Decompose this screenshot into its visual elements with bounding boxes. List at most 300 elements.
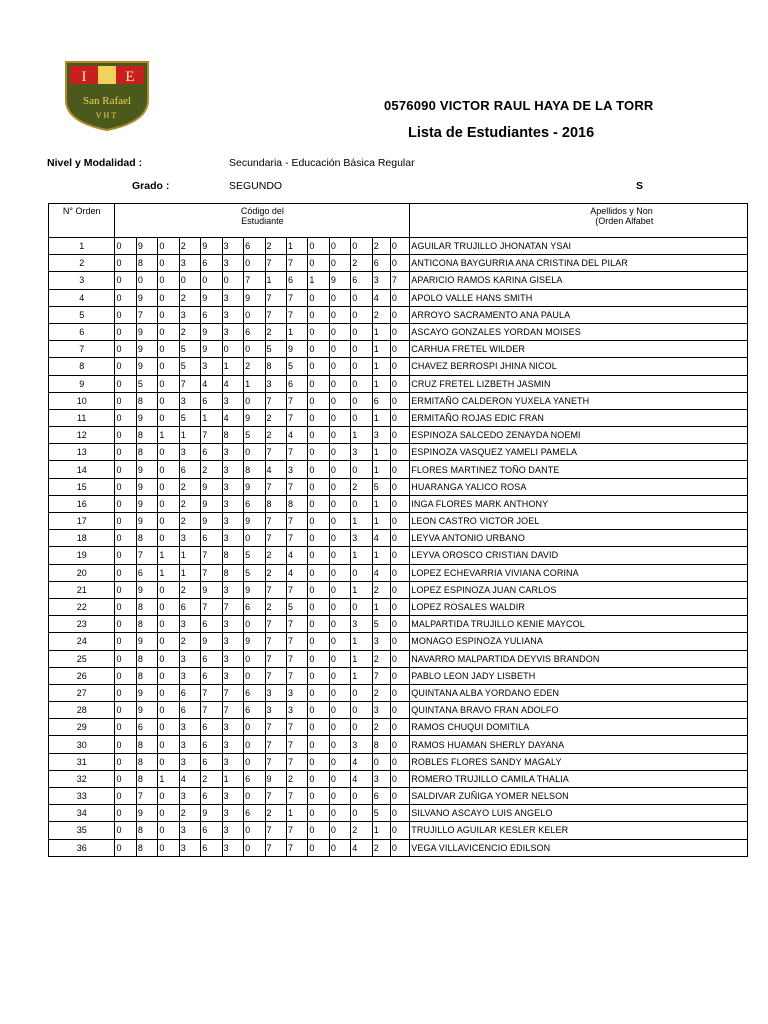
- code-digit-cell: 0: [158, 409, 179, 426]
- code-digit-cell: 5: [372, 805, 390, 822]
- code-digit-cell: 0: [308, 306, 329, 323]
- code-digit-cell: 7: [286, 392, 307, 409]
- code-digit-cell: 1: [351, 667, 372, 684]
- code-digit-cell: 0: [390, 306, 409, 323]
- code-digit-cell: 0: [308, 495, 329, 512]
- code-digit-cell: 0: [390, 392, 409, 409]
- order-number-cell: 26: [49, 667, 115, 684]
- student-name-cell: ROBLES FLORES SANDY MAGALY: [410, 753, 748, 770]
- code-digit-cell: 7: [286, 444, 307, 461]
- code-digit-cell: 0: [158, 684, 179, 701]
- code-digit-cell: 0: [244, 341, 265, 358]
- code-digit-cell: 6: [244, 598, 265, 615]
- code-digit-cell: 2: [372, 581, 390, 598]
- code-digit-cell: 0: [201, 272, 222, 289]
- table-row: [49, 427, 748, 444]
- code-digit-cell: 0: [351, 564, 372, 581]
- code-digit-cell: 1: [222, 770, 243, 787]
- code-digit-cell: 3: [222, 650, 243, 667]
- code-digit-cell: 0: [115, 684, 136, 701]
- code-digit-cell: 0: [390, 444, 409, 461]
- code-digit-cell: 0: [390, 564, 409, 581]
- code-digit-cell: 3: [372, 702, 390, 719]
- code-digit-cell: 3: [351, 616, 372, 633]
- code-digit-cell: 7: [286, 753, 307, 770]
- code-digit-cell: 9: [244, 513, 265, 530]
- code-digit-cell: 1: [372, 495, 390, 512]
- code-digit-cell: 0: [308, 564, 329, 581]
- student-name-cell: HUARANGA YALICO ROSA: [410, 478, 748, 495]
- code-digit-cell: 2: [265, 427, 286, 444]
- code-digit-cell: 0: [329, 289, 350, 306]
- code-digit-cell: 0: [158, 461, 179, 478]
- code-digit-cell: 0: [115, 719, 136, 736]
- code-digit-cell: 0: [115, 788, 136, 805]
- order-number-cell: 9: [49, 375, 115, 392]
- code-digit-cell: 7: [286, 667, 307, 684]
- code-digit-cell: 0: [351, 719, 372, 736]
- code-digit-cell: 0: [158, 289, 179, 306]
- svg-text:San Rafael: San Rafael: [83, 95, 131, 107]
- student-name-cell: APARICIO RAMOS KARINA GISELA: [410, 272, 748, 289]
- code-digit-cell: 0: [329, 702, 350, 719]
- code-digit-cell: 0: [244, 822, 265, 839]
- code-digit-cell: 9: [136, 633, 157, 650]
- code-digit-cell: 5: [372, 478, 390, 495]
- code-digit-cell: 4: [351, 753, 372, 770]
- code-digit-cell: 6: [372, 255, 390, 272]
- code-digit-cell: 0: [115, 702, 136, 719]
- code-digit-cell: 8: [136, 770, 157, 787]
- code-digit-cell: 0: [351, 358, 372, 375]
- code-digit-cell: 0: [158, 650, 179, 667]
- order-number-cell: 33: [49, 788, 115, 805]
- seccion-label: S: [636, 180, 644, 192]
- code-digit-cell: 7: [286, 633, 307, 650]
- code-digit-cell: 3: [222, 839, 243, 856]
- code-digit-cell: 8: [136, 444, 157, 461]
- code-digit-cell: 0: [115, 822, 136, 839]
- code-digit-cell: 0: [308, 805, 329, 822]
- code-digit-cell: 3: [286, 684, 307, 701]
- code-digit-cell: 7: [265, 444, 286, 461]
- order-number-cell: 1: [49, 238, 115, 255]
- code-digit-cell: 0: [390, 753, 409, 770]
- order-number-cell: 7: [49, 341, 115, 358]
- code-digit-cell: 4: [351, 770, 372, 787]
- code-digit-cell: 9: [329, 272, 350, 289]
- code-digit-cell: 1: [351, 427, 372, 444]
- code-digit-cell: 0: [329, 375, 350, 392]
- code-digit-cell: 0: [390, 375, 409, 392]
- student-name-cell: NAVARRO MALPARTIDA DEYVIS BRANDON: [410, 650, 748, 667]
- code-digit-cell: 7: [286, 650, 307, 667]
- order-number-cell: 30: [49, 736, 115, 753]
- code-digit-cell: 0: [390, 289, 409, 306]
- order-number-cell: 22: [49, 598, 115, 615]
- code-digit-cell: 3: [179, 719, 200, 736]
- code-digit-cell: 0: [158, 513, 179, 530]
- code-digit-cell: 0: [329, 736, 350, 753]
- code-digit-cell: 1: [179, 547, 200, 564]
- code-digit-cell: 5: [136, 375, 157, 392]
- code-digit-cell: 0: [329, 495, 350, 512]
- table-row: [49, 530, 748, 547]
- order-number-cell: 25: [49, 650, 115, 667]
- table-row: [49, 736, 748, 753]
- code-digit-cell: 0: [329, 238, 350, 255]
- code-digit-cell: 9: [201, 513, 222, 530]
- code-digit-cell: 8: [372, 736, 390, 753]
- code-digit-cell: 7: [265, 736, 286, 753]
- code-digit-cell: 1: [372, 598, 390, 615]
- code-digit-cell: 0: [308, 650, 329, 667]
- code-digit-cell: 2: [179, 633, 200, 650]
- code-digit-cell: 6: [136, 564, 157, 581]
- code-digit-cell: 8: [136, 598, 157, 615]
- code-digit-cell: 0: [390, 650, 409, 667]
- code-digit-cell: 2: [265, 564, 286, 581]
- code-digit-cell: 0: [390, 667, 409, 684]
- order-number-cell: 19: [49, 547, 115, 564]
- code-digit-cell: 0: [158, 736, 179, 753]
- code-digit-cell: 3: [265, 684, 286, 701]
- code-digit-cell: 5: [179, 358, 200, 375]
- code-digit-cell: 0: [390, 358, 409, 375]
- code-digit-cell: 3: [222, 667, 243, 684]
- table-row: [49, 495, 748, 512]
- code-digit-cell: 7: [286, 719, 307, 736]
- code-digit-cell: 9: [201, 495, 222, 512]
- code-digit-cell: 0: [158, 839, 179, 856]
- code-digit-cell: 7: [265, 650, 286, 667]
- code-digit-cell: 0: [351, 495, 372, 512]
- code-digit-cell: 9: [201, 289, 222, 306]
- code-digit-cell: 4: [351, 839, 372, 856]
- code-digit-cell: 7: [265, 392, 286, 409]
- student-name-cell: PABLO LEON JADY LISBETH: [410, 667, 748, 684]
- code-digit-cell: 0: [115, 770, 136, 787]
- order-number-cell: 21: [49, 581, 115, 598]
- order-number-cell: 31: [49, 753, 115, 770]
- table-row: [49, 788, 748, 805]
- code-digit-cell: 0: [390, 822, 409, 839]
- code-digit-cell: 0: [308, 478, 329, 495]
- code-digit-cell: 6: [244, 684, 265, 701]
- code-digit-cell: 9: [201, 581, 222, 598]
- code-digit-cell: 4: [222, 375, 243, 392]
- code-digit-cell: 0: [390, 736, 409, 753]
- code-digit-cell: 7: [201, 564, 222, 581]
- code-digit-cell: 0: [308, 770, 329, 787]
- code-digit-cell: 0: [115, 289, 136, 306]
- code-digit-cell: 2: [372, 650, 390, 667]
- code-digit-cell: 0: [244, 719, 265, 736]
- code-digit-cell: 3: [179, 839, 200, 856]
- student-name-cell: ESPINOZA VASQUEZ YAMELI PAMELA: [410, 444, 748, 461]
- code-digit-cell: 1: [351, 581, 372, 598]
- code-digit-cell: 0: [329, 409, 350, 426]
- code-digit-cell: 0: [158, 805, 179, 822]
- code-digit-cell: 8: [136, 392, 157, 409]
- order-number-cell: 11: [49, 409, 115, 426]
- code-digit-cell: 8: [265, 358, 286, 375]
- code-digit-cell: 8: [136, 427, 157, 444]
- code-digit-cell: 0: [158, 616, 179, 633]
- code-digit-cell: 2: [244, 358, 265, 375]
- code-digit-cell: 3: [222, 306, 243, 323]
- code-digit-cell: 3: [351, 736, 372, 753]
- code-digit-cell: 0: [390, 495, 409, 512]
- code-digit-cell: 3: [222, 736, 243, 753]
- code-digit-cell: 9: [244, 289, 265, 306]
- code-digit-cell: 3: [372, 633, 390, 650]
- student-name-cell: LOPEZ ECHEVARRIA VIVIANA CORINA: [410, 564, 748, 581]
- code-digit-cell: 9: [201, 341, 222, 358]
- code-digit-cell: 0: [158, 702, 179, 719]
- code-digit-cell: 0: [308, 598, 329, 615]
- code-digit-cell: 0: [308, 375, 329, 392]
- code-digit-cell: 1: [158, 547, 179, 564]
- code-digit-cell: 0: [308, 461, 329, 478]
- code-digit-cell: 6: [244, 323, 265, 340]
- code-digit-cell: 6: [201, 530, 222, 547]
- code-digit-cell: 0: [308, 547, 329, 564]
- code-digit-cell: 0: [115, 409, 136, 426]
- code-digit-cell: 0: [158, 255, 179, 272]
- student-name-cell: FLORES MARTINEZ TOÑO DANTE: [410, 461, 748, 478]
- code-digit-cell: 0: [158, 719, 179, 736]
- code-digit-cell: 0: [244, 444, 265, 461]
- code-digit-cell: 6: [286, 375, 307, 392]
- table-row: [49, 392, 748, 409]
- svg-text:VHT: VHT: [95, 111, 119, 120]
- code-digit-cell: 0: [390, 719, 409, 736]
- code-digit-cell: 7: [286, 581, 307, 598]
- code-digit-cell: 4: [372, 289, 390, 306]
- code-digit-cell: 0: [308, 358, 329, 375]
- code-digit-cell: 3: [265, 702, 286, 719]
- code-digit-cell: 7: [201, 598, 222, 615]
- code-digit-cell: 0: [329, 633, 350, 650]
- code-digit-cell: 8: [136, 255, 157, 272]
- order-number-cell: 3: [49, 272, 115, 289]
- code-digit-cell: 0: [308, 633, 329, 650]
- code-digit-cell: 0: [308, 530, 329, 547]
- code-digit-cell: 9: [136, 478, 157, 495]
- table-row: [49, 547, 748, 564]
- code-digit-cell: 0: [390, 341, 409, 358]
- code-digit-cell: 2: [179, 495, 200, 512]
- code-digit-cell: 0: [115, 478, 136, 495]
- code-digit-cell: 3: [222, 616, 243, 633]
- code-digit-cell: 3: [179, 650, 200, 667]
- code-digit-cell: 0: [244, 616, 265, 633]
- nivel-label: Nivel y Modalidad :: [47, 157, 143, 169]
- table-row: [49, 598, 748, 615]
- code-digit-cell: 6: [179, 598, 200, 615]
- code-digit-cell: 7: [201, 547, 222, 564]
- code-digit-cell: 0: [308, 616, 329, 633]
- table-row: [49, 839, 748, 856]
- code-digit-cell: 4: [286, 547, 307, 564]
- order-number-cell: 29: [49, 719, 115, 736]
- code-digit-cell: 0: [308, 839, 329, 856]
- code-digit-cell: 0: [244, 788, 265, 805]
- code-digit-cell: 1: [372, 358, 390, 375]
- code-digit-cell: 2: [372, 839, 390, 856]
- code-digit-cell: 6: [201, 822, 222, 839]
- code-digit-cell: 6: [201, 667, 222, 684]
- code-digit-cell: 9: [136, 358, 157, 375]
- code-digit-cell: 0: [244, 650, 265, 667]
- code-header-line2: Estudiante: [241, 216, 284, 226]
- student-name-cell: LEYVA OROSCO CRISTIAN DAVID: [410, 547, 748, 564]
- code-digit-cell: 1: [351, 633, 372, 650]
- table-row: [49, 444, 748, 461]
- code-digit-cell: 0: [308, 684, 329, 701]
- code-digit-cell: 0: [329, 392, 350, 409]
- code-digit-cell: 7: [265, 633, 286, 650]
- code-digit-cell: 0: [115, 306, 136, 323]
- order-number-cell: 6: [49, 323, 115, 340]
- code-digit-cell: 1: [286, 238, 307, 255]
- code-digit-cell: 1: [372, 409, 390, 426]
- order-number-cell: 18: [49, 530, 115, 547]
- code-digit-cell: 2: [179, 478, 200, 495]
- code-digit-cell: 3: [222, 530, 243, 547]
- code-digit-cell: 1: [372, 461, 390, 478]
- code-digit-cell: 7: [201, 684, 222, 701]
- code-digit-cell: 9: [136, 702, 157, 719]
- code-digit-cell: 8: [136, 530, 157, 547]
- code-digit-cell: 0: [115, 839, 136, 856]
- code-digit-cell: 0: [308, 719, 329, 736]
- code-digit-cell: 2: [265, 805, 286, 822]
- code-digit-cell: 3: [179, 753, 200, 770]
- table-row: [49, 805, 748, 822]
- code-digit-cell: 9: [286, 341, 307, 358]
- code-digit-cell: 0: [308, 427, 329, 444]
- code-digit-cell: 9: [136, 461, 157, 478]
- table-row: [49, 461, 748, 478]
- code-digit-cell: 0: [329, 805, 350, 822]
- order-number-cell: 14: [49, 461, 115, 478]
- code-digit-cell: 9: [136, 513, 157, 530]
- code-digit-cell: 5: [286, 598, 307, 615]
- code-digit-cell: 0: [308, 392, 329, 409]
- student-name-cell: ASCAYO GONZALES YORDAN MOISES: [410, 323, 748, 340]
- code-digit-cell: 0: [244, 667, 265, 684]
- student-name-cell: ERMITAÑO ROJAS EDIC FRAN: [410, 409, 748, 426]
- code-digit-cell: 6: [244, 702, 265, 719]
- code-digit-cell: 0: [351, 289, 372, 306]
- code-digit-cell: 2: [265, 409, 286, 426]
- code-digit-cell: 7: [265, 306, 286, 323]
- code-digit-cell: 3: [372, 272, 390, 289]
- code-digit-cell: 2: [179, 513, 200, 530]
- code-digit-cell: 0: [329, 530, 350, 547]
- code-digit-cell: 7: [286, 513, 307, 530]
- code-digit-cell: 6: [179, 702, 200, 719]
- code-digit-cell: 4: [372, 530, 390, 547]
- order-number-cell: 15: [49, 478, 115, 495]
- table-row: [49, 667, 748, 684]
- code-digit-cell: 0: [115, 255, 136, 272]
- order-number-cell: 27: [49, 684, 115, 701]
- table-row: [49, 289, 748, 306]
- code-digit-cell: 0: [115, 444, 136, 461]
- code-digit-cell: 3: [179, 255, 200, 272]
- code-digit-cell: 4: [265, 461, 286, 478]
- student-name-cell: SALDIVAR ZUÑIGA YOMER NELSON: [410, 788, 748, 805]
- code-digit-cell: 9: [136, 289, 157, 306]
- code-digit-cell: 3: [222, 461, 243, 478]
- code-digit-cell: 0: [390, 788, 409, 805]
- order-number-cell: 23: [49, 616, 115, 633]
- nivel-value: Secundaria - Educación Básica Regular: [229, 157, 415, 169]
- code-digit-cell: 9: [136, 323, 157, 340]
- code-digit-cell: 7: [265, 530, 286, 547]
- code-digit-cell: 0: [351, 461, 372, 478]
- code-digit-cell: 7: [265, 513, 286, 530]
- code-digit-cell: 7: [286, 822, 307, 839]
- code-digit-cell: 3: [351, 444, 372, 461]
- code-digit-cell: 0: [351, 306, 372, 323]
- code-digit-cell: 0: [390, 684, 409, 701]
- code-digit-cell: 0: [308, 323, 329, 340]
- code-digit-cell: 0: [390, 547, 409, 564]
- code-digit-cell: 2: [351, 478, 372, 495]
- code-digit-cell: 0: [158, 822, 179, 839]
- code-digit-cell: 0: [329, 788, 350, 805]
- code-digit-cell: 9: [136, 684, 157, 701]
- code-digit-cell: 2: [265, 323, 286, 340]
- name-header-line1: Apellidos y Non: [590, 206, 653, 216]
- code-digit-cell: 0: [329, 753, 350, 770]
- code-digit-cell: 0: [390, 530, 409, 547]
- code-digit-cell: 0: [329, 341, 350, 358]
- code-digit-cell: 6: [201, 444, 222, 461]
- order-header: N° Orden: [49, 204, 115, 238]
- table-row: [49, 702, 748, 719]
- code-digit-cell: 7: [201, 702, 222, 719]
- code-digit-cell: 7: [265, 788, 286, 805]
- order-number-cell: 8: [49, 358, 115, 375]
- code-digit-cell: 2: [265, 547, 286, 564]
- table-row: [49, 684, 748, 701]
- code-digit-cell: 0: [329, 444, 350, 461]
- code-digit-cell: 6: [201, 719, 222, 736]
- table-row: [49, 375, 748, 392]
- code-digit-cell: 8: [136, 839, 157, 856]
- code-digit-cell: 1: [351, 650, 372, 667]
- code-digit-cell: 0: [158, 667, 179, 684]
- student-name-cell: LOPEZ ROSALES WALDIR: [410, 598, 748, 615]
- code-digit-cell: 0: [390, 770, 409, 787]
- code-digit-cell: 7: [244, 272, 265, 289]
- code-digit-cell: 0: [308, 581, 329, 598]
- code-digit-cell: 1: [351, 513, 372, 530]
- code-digit-cell: 9: [201, 805, 222, 822]
- code-digit-cell: 0: [329, 358, 350, 375]
- code-digit-cell: 6: [201, 616, 222, 633]
- code-digit-cell: 3: [222, 323, 243, 340]
- code-digit-cell: 7: [372, 667, 390, 684]
- code-digit-cell: 0: [308, 409, 329, 426]
- order-number-cell: 32: [49, 770, 115, 787]
- code-digit-cell: 0: [390, 255, 409, 272]
